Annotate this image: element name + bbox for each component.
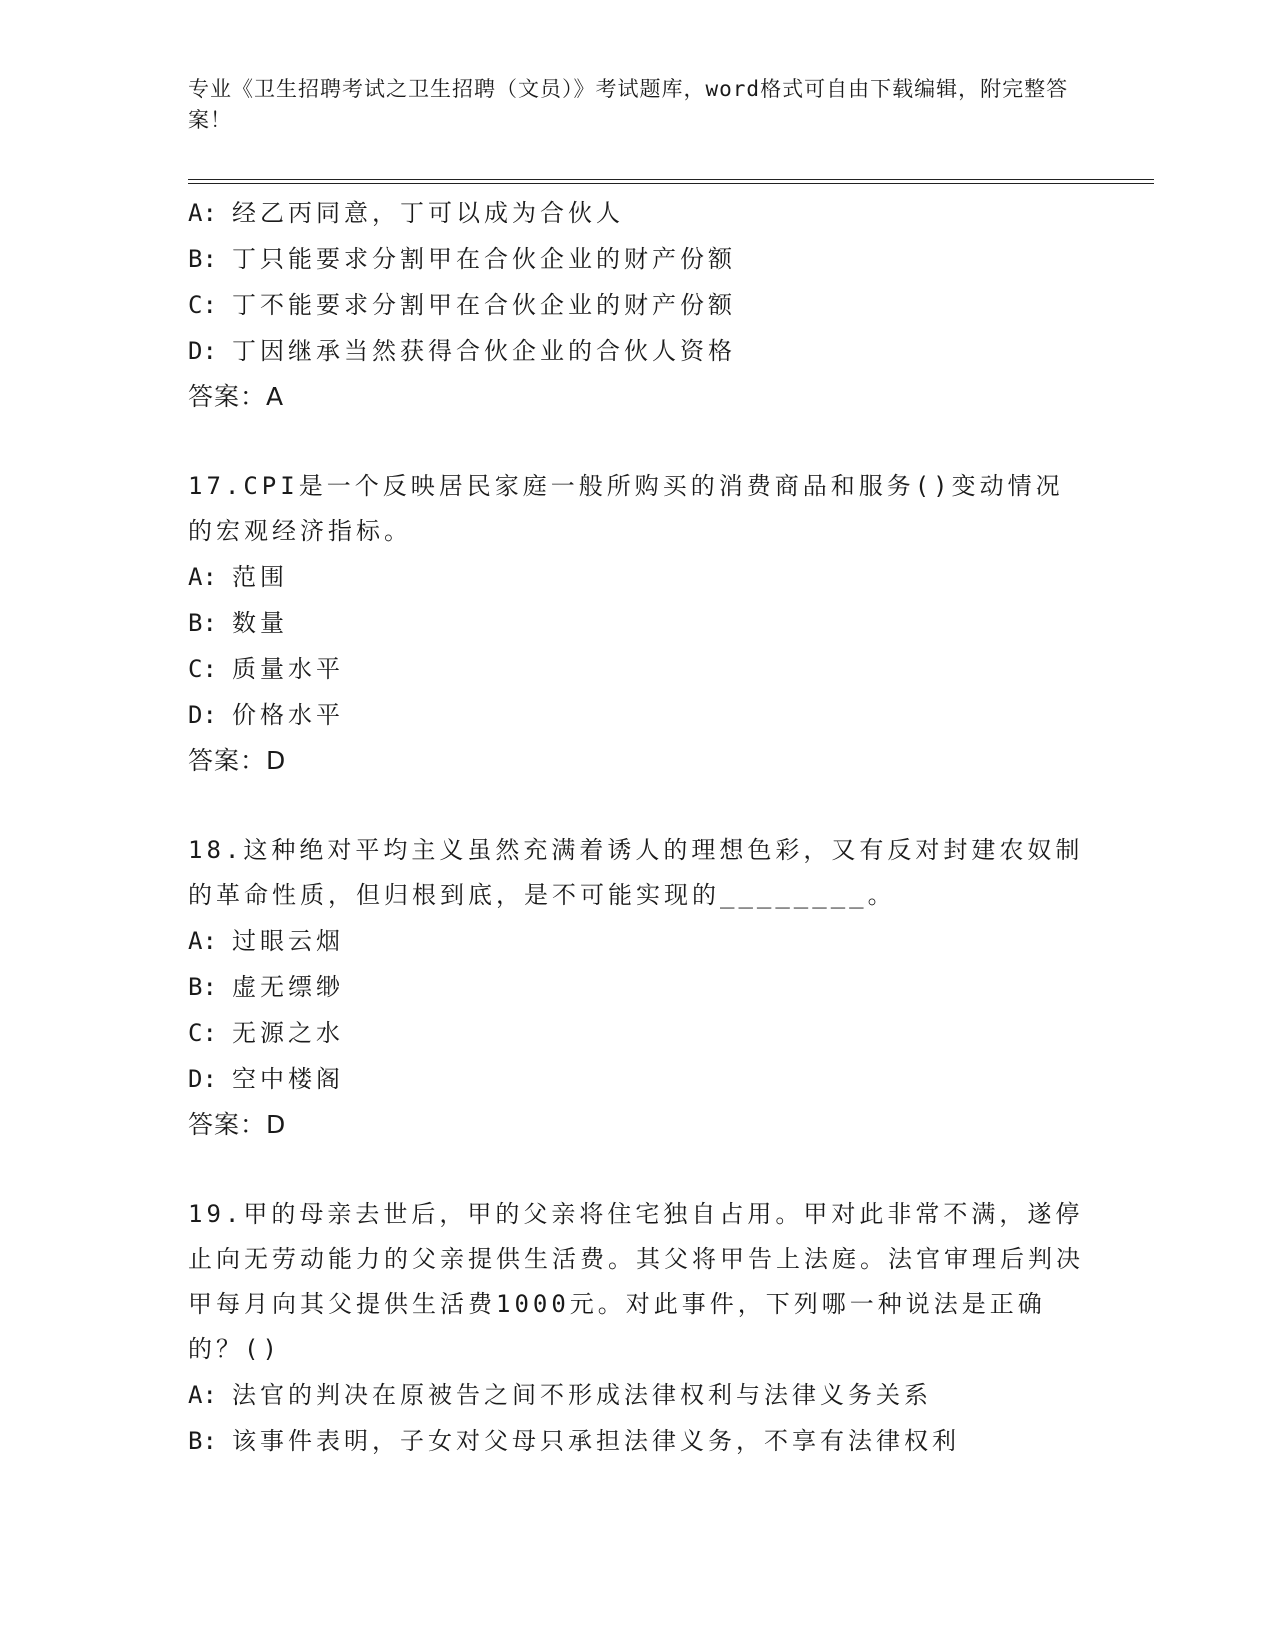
option-text: 虚无缥缈 bbox=[232, 973, 344, 1001]
option-text: 价格水平 bbox=[232, 701, 344, 729]
header-divider-top bbox=[188, 179, 1154, 180]
option-text: 无源之水 bbox=[232, 1019, 344, 1047]
option-a bbox=[188, 554, 1088, 600]
option-b bbox=[188, 964, 1088, 1010]
question-stem: 19.甲的母亲去世后，甲的父亲将住宅独自占用。甲对此非常不满，遂停止向无劳动能力的父亲提供生活费。其父将甲告上法庭。法官审理后判决甲每月向其父提供生活费1000元。对此事件，下列哪一种说法是正确的？() bbox=[188, 1200, 1084, 1363]
option-label: A: bbox=[188, 563, 217, 591]
option-text: 丁不能要求分割甲在合伙企业的财产份额 bbox=[232, 291, 736, 319]
question-stem: 17.CPI是一个反映居民家庭一般所购买的消费商品和服务()变动情况的宏观经济指标。 bbox=[188, 472, 1064, 545]
option-text: 丁因继承当然获得合伙企业的合伙人资格 bbox=[232, 337, 736, 365]
option-a bbox=[188, 1372, 1088, 1418]
option-label: B: bbox=[188, 609, 217, 637]
question-stem: 18.这种绝对平均主义虽然充满着诱人的理想色彩，又有反对封建农奴制的革命性质，但归根到底，是不可能实现的________。 bbox=[188, 836, 1084, 909]
option-c bbox=[188, 1010, 1088, 1056]
option-label: C: bbox=[188, 655, 217, 683]
option-b bbox=[188, 236, 1088, 282]
question-block-17 bbox=[188, 464, 1088, 784]
question-block-16 bbox=[188, 190, 1088, 420]
option-text: 空中楼阁 bbox=[232, 1065, 344, 1093]
option-text: 法官的判决在原被告之间不形成法律权利与法律义务关系 bbox=[232, 1381, 932, 1409]
option-a bbox=[188, 190, 1088, 236]
option-label: B: bbox=[188, 245, 217, 273]
option-c bbox=[188, 646, 1088, 692]
option-label: D: bbox=[188, 1065, 217, 1093]
option-text: 质量水平 bbox=[232, 655, 344, 683]
option-label: A: bbox=[188, 927, 217, 955]
option-b bbox=[188, 600, 1088, 646]
option-label: C: bbox=[188, 291, 217, 319]
option-label: B: bbox=[188, 1427, 217, 1455]
answer-line: 答案：D bbox=[188, 1110, 287, 1139]
option-a bbox=[188, 918, 1088, 964]
option-c bbox=[188, 282, 1088, 328]
option-text: 范围 bbox=[232, 563, 288, 591]
question-block-19 bbox=[188, 1192, 1088, 1464]
option-d bbox=[188, 328, 1088, 374]
question-block-18 bbox=[188, 828, 1088, 1148]
header-divider-bottom bbox=[188, 183, 1154, 184]
option-label: B: bbox=[188, 973, 217, 1001]
option-text: 数量 bbox=[232, 609, 288, 637]
option-text: 丁只能要求分割甲在合伙企业的财产份额 bbox=[232, 245, 736, 273]
option-text: 经乙丙同意，丁可以成为合伙人 bbox=[232, 199, 624, 227]
option-d bbox=[188, 692, 1088, 738]
option-text: 过眼云烟 bbox=[232, 927, 344, 955]
option-d bbox=[188, 1056, 1088, 1102]
document-intro: 专业《卫生招聘考试之卫生招聘（文员）》考试题库，word格式可自由下载编辑，附完整答案！ bbox=[188, 77, 1069, 132]
option-b bbox=[188, 1418, 1088, 1464]
option-label: A: bbox=[188, 1381, 217, 1409]
option-label: A: bbox=[188, 199, 217, 227]
option-label: D: bbox=[188, 701, 217, 729]
question-list bbox=[188, 190, 1088, 1464]
answer-line: 答案：A bbox=[188, 382, 285, 411]
answer-line: 答案：D bbox=[188, 746, 287, 775]
option-label: C: bbox=[188, 1019, 217, 1047]
option-text: 该事件表明，子女对父母只承担法律义务，不享有法律权利 bbox=[232, 1427, 960, 1455]
option-label: D: bbox=[188, 337, 217, 365]
